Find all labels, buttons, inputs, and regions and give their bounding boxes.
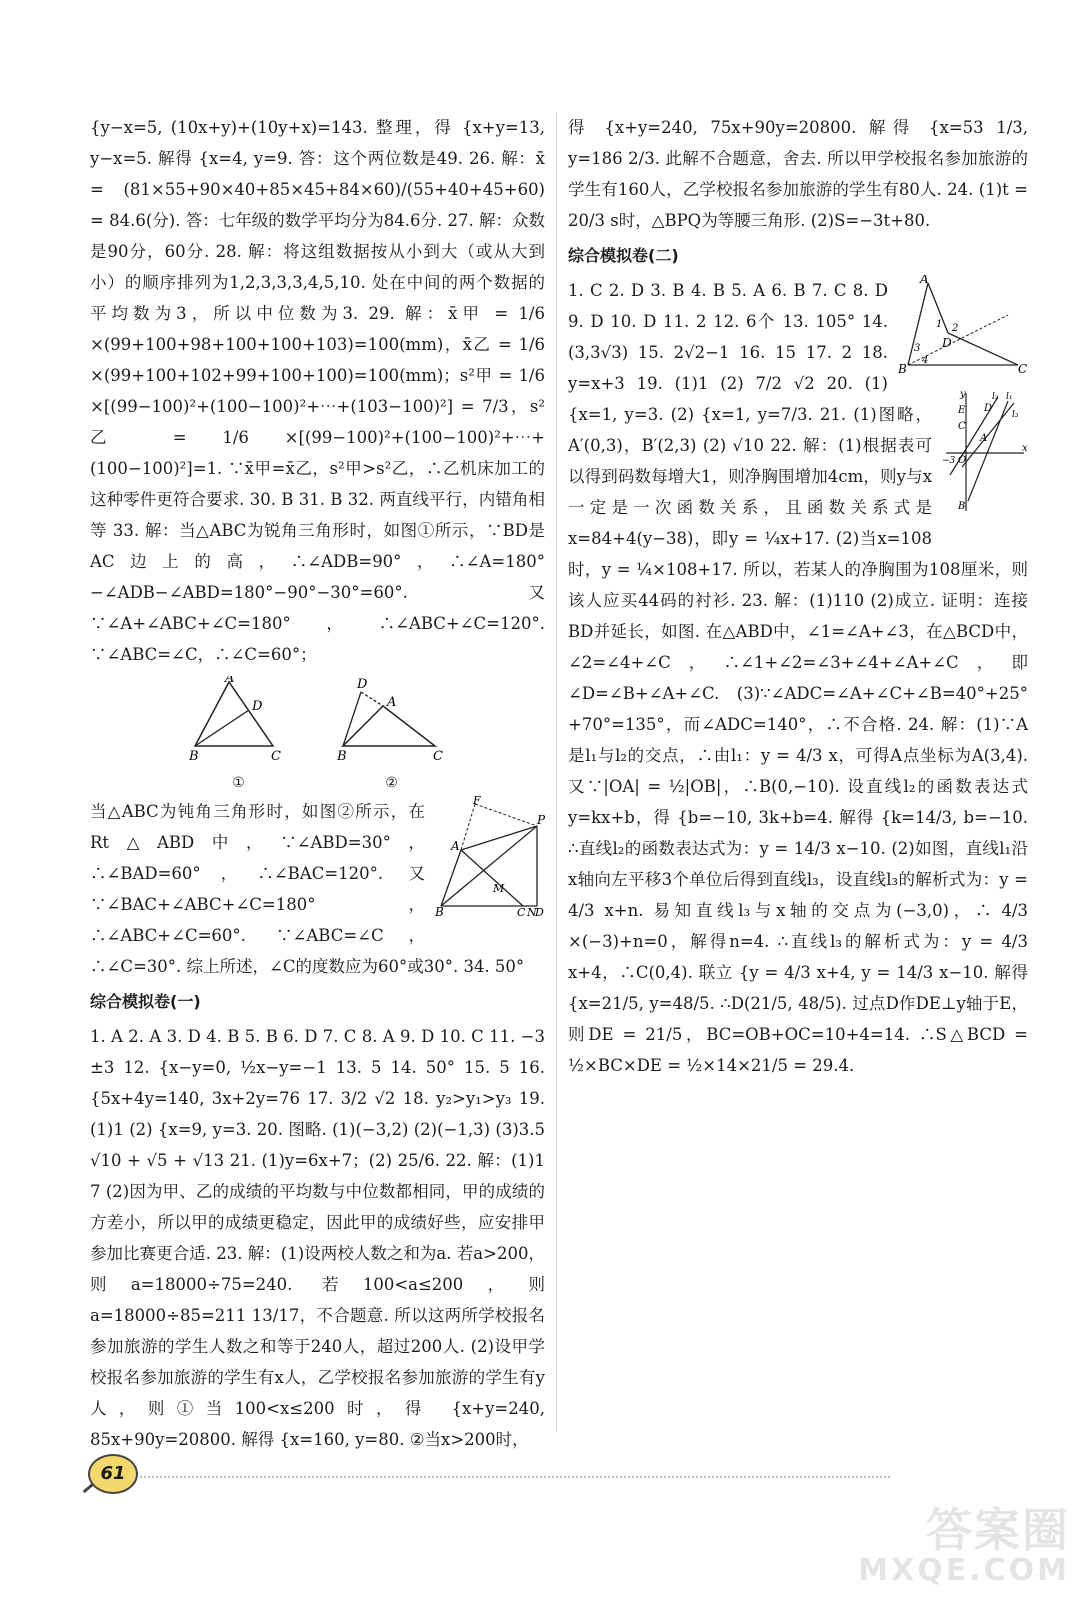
- svg-text:D: D: [984, 403, 993, 414]
- coordinate-lines-diagram: [942, 389, 1028, 513]
- svg-text:A: A: [980, 433, 988, 444]
- figure-2: [337, 676, 447, 792]
- svg-text:2: 2: [952, 323, 959, 334]
- svg-text:D: D: [356, 677, 367, 692]
- svg-text:C: C: [270, 749, 281, 764]
- svg-text:A: A: [386, 695, 396, 710]
- watermark-chinese: 答案圈: [926, 1503, 1070, 1557]
- svg-text:F: F: [473, 796, 481, 807]
- svg-text:l₁: l₁: [1006, 392, 1013, 402]
- svg-text:B: B: [435, 905, 444, 916]
- right-column: [568, 112, 1028, 1081]
- triangle-figures: [90, 676, 545, 792]
- svg-text:B: B: [336, 749, 347, 764]
- figure-1: [189, 676, 289, 792]
- svg-text:D: D: [251, 699, 262, 714]
- svg-text:−3: −3: [942, 456, 956, 466]
- figure-coordinate-lines: [942, 389, 1028, 523]
- svg-text:B: B: [958, 501, 966, 512]
- left-paragraph-1: {y−x=5, (10x+y)+(10y+x)=143. 整理，得 {x+y=13, y−x=5. 解得 {x=4, y=9. 答：这个两位数是49. 26. 解：x̄ = (81×55+90×40+85×45+84×60)/(55+40+45+60) = 84.6(分). 答：七年级的数学平均分为84.6分. 27. 解：众数是90分，60分. 28. 解：将这组数据按从小到大（或从大到小）的顺序排列为1,2,3,3,3,4,5,10. 处在中间的两个数据的平均数为3，所以中位数为3. 29. 解：x̄甲 = 1/6 ×(99+100+98+100+100+103)=100(mm)，x̄乙 = 1/6 ×(99+100+102+99+100+100)=100(mm)；s²甲 = 1/6 ×[(99−100)²+(100−100)²+⋯+(103−100)²] = 7/3，s²乙 = 1/6 ×[(99−100)²+(100−100)²+⋯+(100−100)²]=1. ∵x̄甲=x̄乙，s²甲>s²乙，∴乙机床加工的这种零件更符合要求. 30. B 31. B 32. 两直线平行，内错角相等 33. 解：当△ABC为锐角三角形时，如图①所示，∵BD是AC边上的高，∴∠ADB=90°，∴∠A=180°−∠ADB−∠ABD=180°−90°−30°=60°. 又∵∠A+∠ABC+∠C=180°，∴∠ABC+∠C=120°. ∵∠ABC=∠C，∴∠C=60°；: [90, 118, 545, 664]
- figure-1-caption: ①: [232, 775, 245, 791]
- svg-text:D: D: [942, 336, 952, 350]
- svg-text:B: B: [188, 749, 199, 764]
- svg-text:l₃: l₃: [1012, 410, 1019, 420]
- left-column: [90, 112, 545, 1455]
- left-paragraph-3: 1. A 2. A 3. D 4. B 5. B 6. D 7. C 8. A 9. D 10. C 11. −3 ±3 12. {x−y=0, ½x−y=−1 13. 5 14. 50° 15. 5 16. {5x+4y=140, 3x+2y=76 17. 3/2 √2 18. y₂>y₁>y₃ 19. (1)1 (2) {x=9, y=3. 20. 图略. (1)(−3,2) (2)(−1,3) (3)3.5 √10 + √5 + √13 21. (1)y=6x+7；(2) 25/6. 22. 解：(1)1 7 (2)因为甲、乙的成绩的平均数与中位数都相同，甲的成绩的方差小，所以甲的成绩更稳定，因此甲的成绩好些，应安排甲参加比赛更合适. 23. 解：(1)设两校人数之和为a. 若a>200，则a=18000÷75=240. 若100<a≤200，则a=18000÷85=211 13/17，不合题意. 所以这两所学校报名参加旅游的学生人数之和等于240人，超过200人. (2)设甲学校报名参加旅游的学生有x人，乙学校报名参加旅游的学生有y人，则①当100<x≤200时，得 {x+y=240, 85x+90y=20800. 解得 {x=160, y=80. ②当x>200时，: [90, 1027, 545, 1449]
- svg-text:1: 1: [936, 319, 943, 330]
- page-number-badge: 61: [88, 1454, 138, 1494]
- figure-quadrilateral: [435, 796, 545, 926]
- obtuse-triangle-diagram: [337, 676, 447, 764]
- svg-text:3: 3: [914, 343, 921, 354]
- figure-angle-triangle: [898, 275, 1028, 385]
- svg-text:C: C: [1018, 362, 1028, 375]
- svg-text:A: A: [920, 275, 929, 286]
- column-divider: [556, 112, 557, 1432]
- svg-text:O: O: [958, 455, 967, 466]
- svg-text:4: 4: [922, 355, 929, 366]
- svg-text:E: E: [958, 405, 966, 416]
- svg-text:M: M: [493, 882, 505, 895]
- svg-text:C: C: [517, 906, 526, 916]
- right-paragraph-1: 得 {x+y=240, 75x+90y=20800. 解得 {x=53 1/3, y=186 2/3. 此解不合题意，舍去. 所以甲学校报名参加旅游的学生有160人，乙学校报名参加旅游的学生有80人. 24. (1)t = 20/3 s时，△BPQ为等腰三角形. (2)S=−3t+80.: [568, 118, 1028, 230]
- left-paragraph-2: 当△ABC为钝角三角形时，如图②所示，在Rt△ABD中，∵∠ABD=30°，∴∠BAD=60°，∴∠BAC=120°. 又∵∠BAC+∠ABC+∠C=180°，∴∠ABC+∠C=60°. ∵∠ABC=∠C，∴∠C=30°. 综上所述，∠C的度数应为60°或30°. 34. 50°: [90, 802, 525, 976]
- footer-dotted-line: [140, 1476, 890, 1478]
- right-paragraph-2: 1. C 2. D 3. B 4. B 5. A 6. B 7. C 8. D 9. D 10. D 11. 2 12. 6个 13. 105° 14. (3,3√3) 15. 2√2−1 16. 15 17. 2 18. y=x+3 19. (1)1 (2) 7/2 √2 20. (1) {x=1, y=3. (2) {x=1, y=7/3. 21. (1)图略，A′(0,3)，B′(2,3) (2) √10 22. 解：(1)根据表可以得到码数每增大1，则净胸围增加4cm，则y与x一定是一次函数关系，且函数关系式是x=84+4(y−38)，即y = ¼x+17. (2)当x=108时，y = ¼×108+17. 所以，若某人的净胸围为108厘米，则该人应买44码的衬衫. 23. 解：(1)110 (2)成立. 证明：连接BD并延长，如图. 在△ABD中，∠1=∠A+∠3，在△BCD中，∠2=∠4+∠C，∴∠1+∠2=∠3+∠4+∠A+∠C，即∠D=∠B+∠A+∠C. (3)∵∠ADC=∠A+∠C+∠B=40°+25°+70°=135°，而∠ADC=140°，∴不合格. 24. 解：(1)∵A是l₁与l₂的交点，∴由l₁：y = 4/3 x，可得A点坐标为A(3,4). 又∵|OA| = ½|OB|，∴B(0,−10). 设直线l₂的函数表达式y=kx+b，得 {b=−10, 3k+b=4. 解得 {k=14/3, b=−10. ∴直线l₂的函数表达式为：y = 14/3 x−10. (2)如图，直线l₁沿x轴向左平移3个单位后得到直线l₃，设直线l₃的解析式为：y = 4/3 x+n. 易知直线l₃与x轴的交点为(−3,0)，∴ 4/3 ×(−3)+n=0，解得n=4. ∴直线l₃的解析式为：y = 4/3 x+4，∴C(0,4). 联立 {y = 4/3 x+4, y = 14/3 x−10. 解得 {x=21/5, y=48/5. ∴D(21/5, 48/5). 过点D作DE⊥y轴于E，则DE = 21/5，BC=OB+OC=10+4=14. ∴S△BCD = ½×BC×DE = ½×14×21/5 = 29.4.: [568, 281, 1028, 1075]
- quadrilateral-diagram: [435, 796, 545, 916]
- concave-quadrilateral-diagram: [898, 275, 1028, 375]
- section-heading-mock-exam-1: 综合模拟卷(一): [90, 992, 201, 1011]
- svg-text:P: P: [537, 813, 545, 827]
- section-heading-mock-exam-2: 综合模拟卷(二): [568, 246, 679, 265]
- svg-text:A: A: [451, 839, 460, 853]
- svg-text:A: A: [224, 676, 234, 686]
- figure-2-caption: ②: [385, 775, 398, 791]
- svg-text:N: N: [527, 906, 537, 916]
- site-watermark: [858, 1504, 1070, 1586]
- acute-triangle-diagram: [189, 676, 289, 764]
- svg-text:y: y: [960, 389, 966, 400]
- svg-text:D: D: [535, 906, 544, 916]
- watermark-url: MXQE.COM: [858, 1553, 1070, 1588]
- svg-text:B: B: [898, 362, 907, 375]
- svg-text:x: x: [1022, 443, 1028, 454]
- svg-text:C: C: [958, 421, 966, 432]
- svg-text:l₂: l₂: [992, 392, 999, 402]
- svg-text:C: C: [432, 749, 443, 764]
